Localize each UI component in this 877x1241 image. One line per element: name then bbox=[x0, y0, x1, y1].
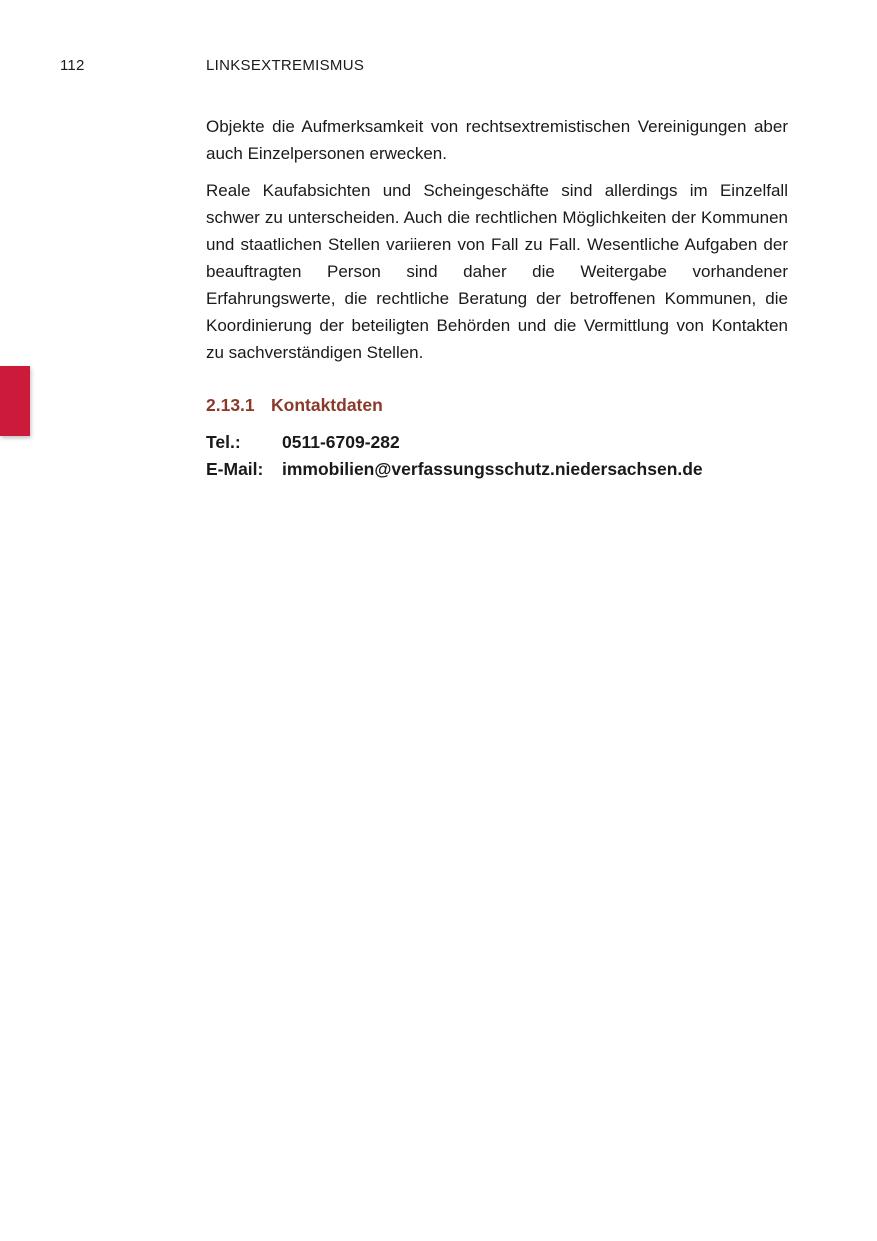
email-label: E-Mail: bbox=[206, 459, 264, 479]
page-number: 112 bbox=[60, 57, 85, 74]
contact-details bbox=[206, 429, 788, 483]
section-heading bbox=[206, 391, 788, 419]
chapter-tab-marker bbox=[0, 366, 30, 436]
phone-label: Tel.: bbox=[206, 432, 241, 452]
section-number: 2.13.1 bbox=[206, 395, 255, 415]
email-value[interactable]: immobilien@verfassungsschutz.niedersachsen.de bbox=[282, 459, 703, 479]
paragraph-1: Objekte die Aufmerksamkeit von rechtsextremistischen Vereinigungen aber auch Einzelpersonen erwecken. bbox=[206, 117, 788, 163]
paragraph-2: Reale Kaufabsichten und Scheingeschäfte sind allerdings im Einzelfall schwer zu unterscheiden. Auch die rechtlichen Möglichkeiten der Kommunen und staatlichen Stellen variieren von Fall zu Fall. Wesentliche Aufgaben der beauftragten Person sind daher die Weitergabe vorhandener Erfahrungswerte, die rechtliche Beratung der betroffenen Kommunen, die Koordinierung der beteiligten Behörden und die Vermittlung von Kontakten zu sachverständigen Stellen. bbox=[206, 181, 788, 362]
contact-row-phone bbox=[206, 429, 788, 456]
section-title: Kontaktdaten bbox=[271, 395, 383, 415]
phone-value: 0511-6709-282 bbox=[282, 432, 400, 452]
main-content bbox=[206, 113, 788, 483]
contact-row-email bbox=[206, 456, 788, 483]
running-header: LINKSEXTREMISMUS bbox=[206, 57, 365, 74]
